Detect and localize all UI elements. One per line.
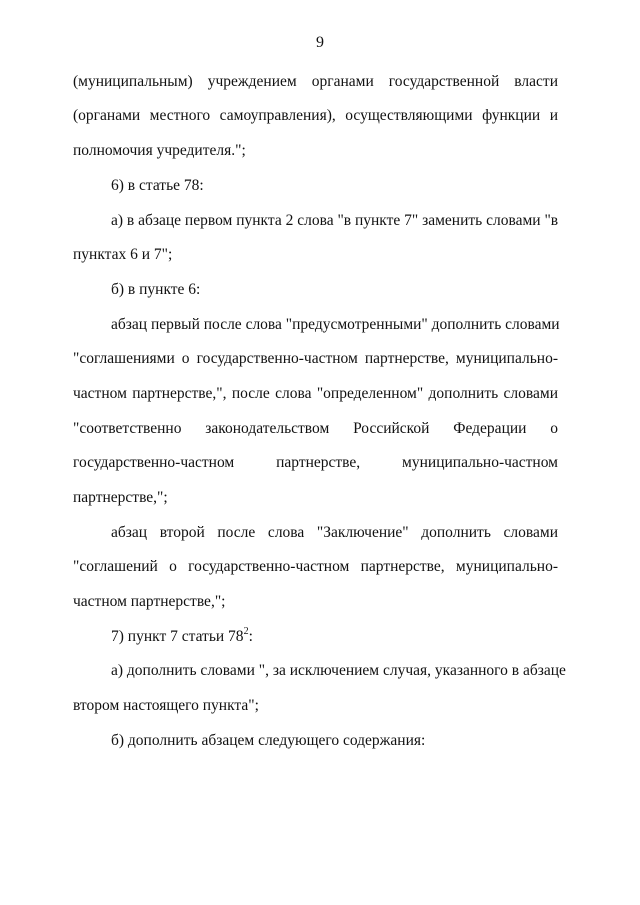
- text-line-7: б) в пункте 6:: [111, 281, 201, 298]
- text-line-17-suffix: :: [248, 628, 253, 645]
- text-line-18: а) дополнить словами ", за исключением случая, указанного в абзаце: [111, 662, 566, 679]
- text-line-16: частном партнерстве,";: [73, 593, 226, 610]
- text-line-17: [111, 626, 558, 648]
- text-line-11: "соответственно законодательством Российской Федерации о: [73, 420, 558, 437]
- text-line-2: (органами местного самоуправления), осуществляющими функции и: [73, 107, 558, 124]
- page-number: 9: [316, 34, 324, 51]
- text-line-4: 6) в статье 78:: [111, 177, 204, 194]
- text-line-3: полномочия учредителя.";: [73, 142, 246, 159]
- text-line-20: б) дополнить абзацем следующего содержания:: [111, 732, 426, 749]
- text-line-13: партнерстве,";: [73, 489, 168, 506]
- text-line-17-main: 7) пункт 7 статьи 78: [111, 628, 244, 645]
- text-line-10: частном партнерстве,", после слова "определенном" дополнить словами: [73, 385, 558, 402]
- text-line-9: "соглашениями о государственно-частном партнерстве, муниципально-: [73, 350, 558, 367]
- text-line-6: пунктах 6 и 7";: [73, 246, 173, 263]
- text-line-8: абзац первый после слова "предусмотренными" дополнить словами: [111, 316, 560, 333]
- text-line-14: абзац второй после слова "Заключение" дополнить словами: [111, 524, 558, 541]
- text-line-5: а) в абзаце первом пункта 2 слова "в пункте 7" заменить словами "в: [111, 212, 559, 229]
- text-line-19: втором настоящего пункта";: [73, 697, 259, 714]
- text-line-12: государственно-частном партнерстве, муниципально-частном: [73, 454, 558, 471]
- superscript-2: 2: [243, 625, 249, 637]
- text-line-1: (муниципальным) учреждением органами государственной власти: [73, 73, 558, 90]
- text-line-15: "соглашений о государственно-частном партнерстве, муниципально-: [73, 558, 558, 575]
